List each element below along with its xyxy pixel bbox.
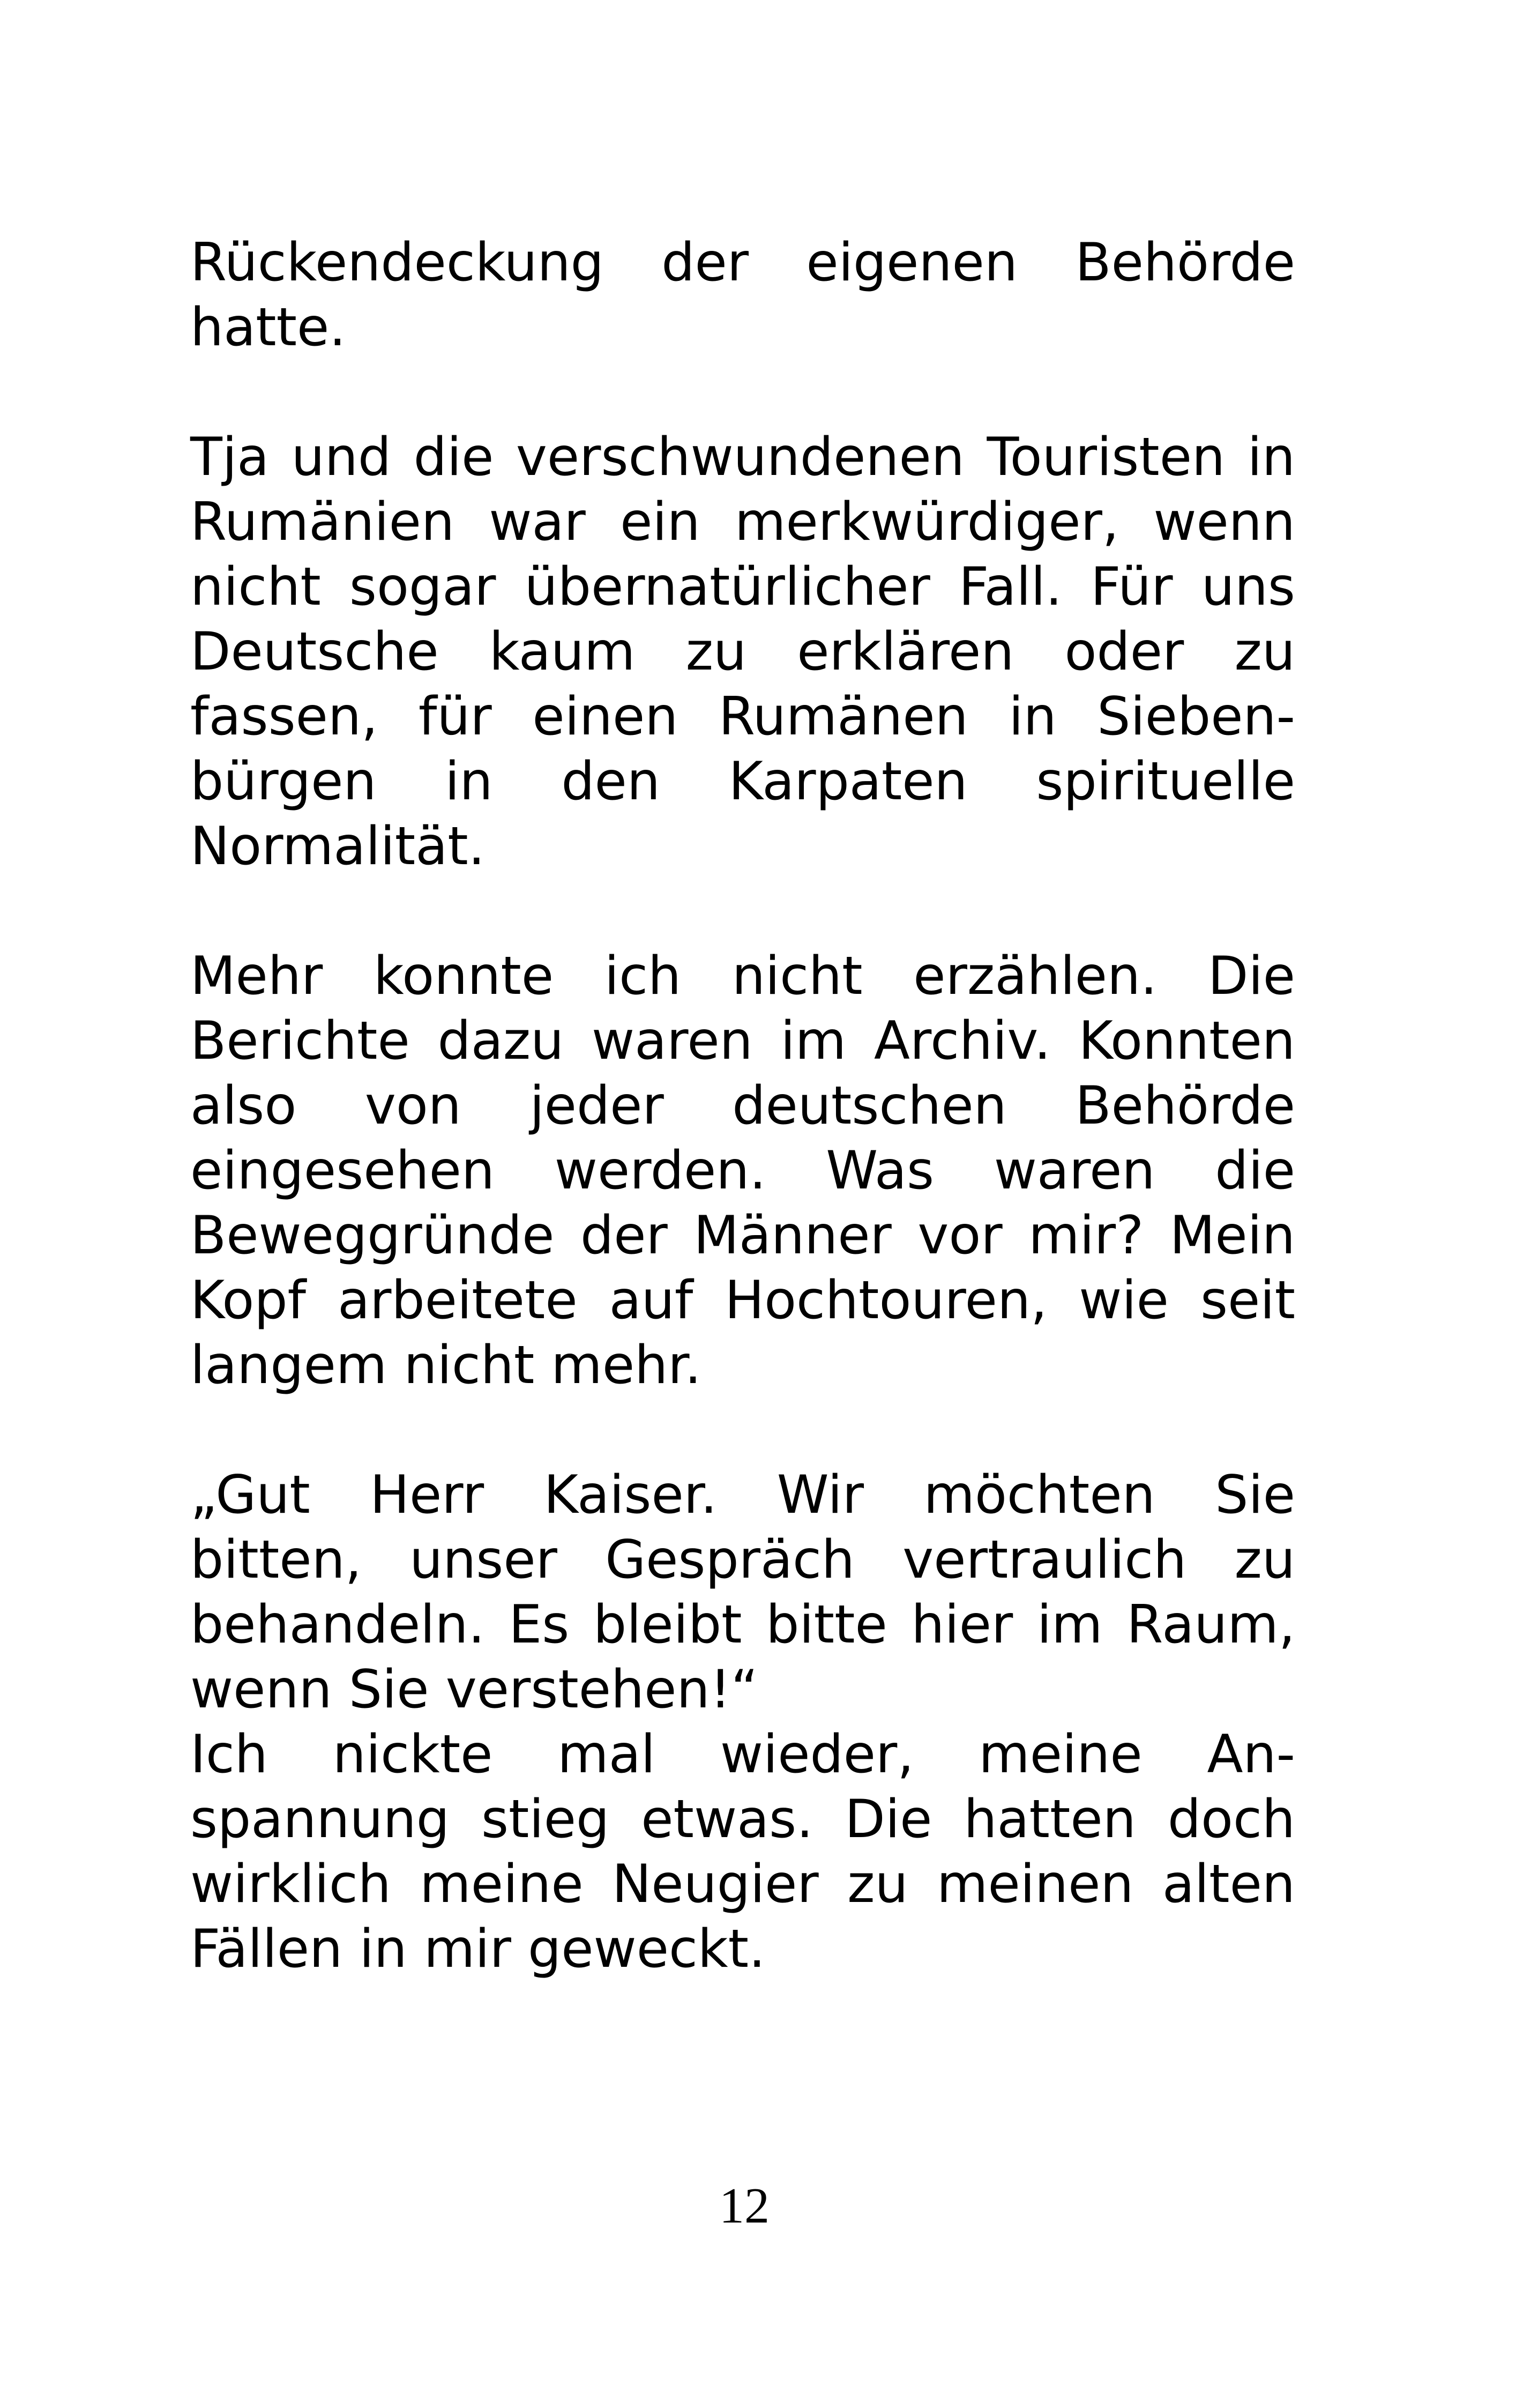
text-line: fassen, für einen Rumänen in Sieben- [190, 686, 1295, 747]
text-line: Berichte dazu waren im Archiv. Konnten [190, 1010, 1295, 1072]
text-line: eingesehen werden. Was waren die [190, 1140, 1295, 1201]
paragraph-gap [190, 360, 1295, 425]
text-line: behandeln. Es bleibt bitte hier im Raum, [190, 1594, 1295, 1655]
paragraph [190, 425, 1295, 879]
text-line: „Gut Herr Kaiser. Wir möchten Sie [190, 1465, 1295, 1526]
text-line: Rückendeckung der eigenen Behörde [190, 232, 1295, 293]
text-line: spannung stieg etwas. Die hatten doch [190, 1789, 1295, 1850]
text-line: Kopf arbeitete auf Hochtouren, wie seit [190, 1270, 1295, 1331]
paragraph [190, 1463, 1295, 1982]
paragraph [190, 944, 1295, 1398]
text-line: langem nicht mehr. [190, 1335, 701, 1396]
text-line: bürgen in den Karpaten spirituelle [190, 751, 1295, 812]
body-text [190, 231, 1295, 1982]
paragraph [190, 231, 1295, 360]
text-line: Rumänien war ein merkwürdiger, wenn [190, 492, 1295, 553]
text-line: Deutsche kaum zu erklären oder zu [190, 621, 1295, 682]
text-line: also von jeder deutschen Behörde [190, 1075, 1295, 1136]
text-line: hatte. [190, 297, 346, 358]
text-line: wenn Sie verstehen!“ [190, 1659, 758, 1720]
text-line: Tja und die verschwundenen Touristen in [190, 427, 1295, 488]
text-line: Beweggründe der Männer vor mir? Mein [190, 1205, 1295, 1266]
paragraph-gap [190, 1398, 1295, 1463]
text-line: Ich nickte mal wieder, meine An- [190, 1724, 1295, 1785]
text-line: Normalität. [190, 816, 485, 877]
page-number: 12 [719, 2178, 770, 2234]
text-line: wirklich meine Neugier zu meinen alten [190, 1854, 1295, 1915]
text-line: Fällen in mir geweckt. [190, 1919, 766, 1980]
text-line: nicht sogar übernatürlicher Fall. Für uns [190, 556, 1295, 618]
paragraph-gap [190, 879, 1295, 944]
text-line: bitten, unser Gespräch vertraulich zu [190, 1529, 1295, 1591]
text-line: Mehr konnte ich nicht erzählen. Die [190, 946, 1295, 1007]
